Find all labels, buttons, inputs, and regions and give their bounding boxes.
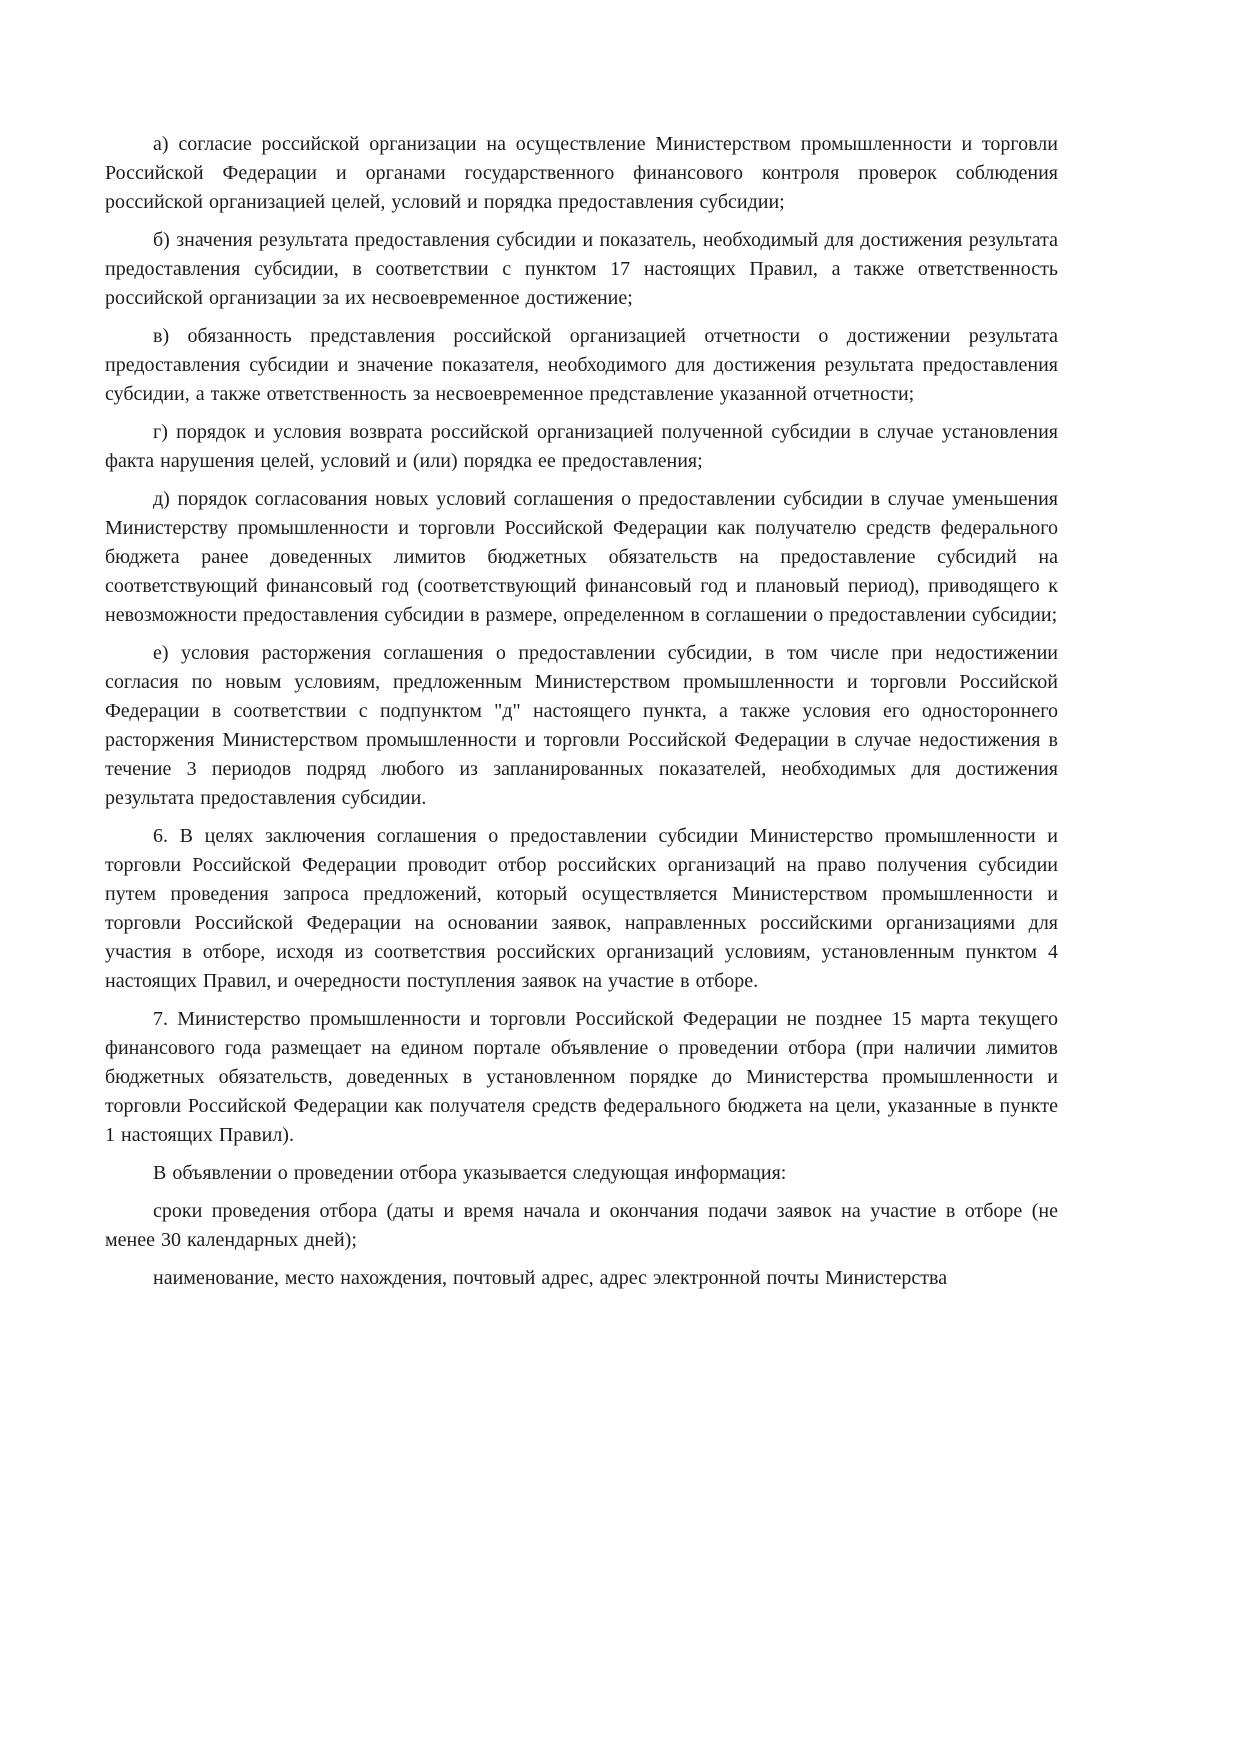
paragraph-subclause-g: г) порядок и условия возврата российской организацией полученной субсидии в случае установления факта нарушения целей, условий и (или) порядка ее предоставления;	[105, 421, 1058, 472]
paragraph-clause-7: 7. Министерство промышленности и торговли Российской Федерации не позднее 15 марта текущего финансового года размещает на едином портале объявление о проведении отбора (при наличии лимитов бюджетных обязательств, доведенных в установленном порядке до Министерства промышленности и торговли Российской Федерации как получателя средств федерального бюджета на цели, указанные в пункте 1 настоящих Правил).	[105, 1008, 1058, 1146]
paragraph-subclause-e: е) условия расторжения соглашения о предоставлении субсидии, в том числе при недостижении согласия по новым условиям, предложенным Министерством промышленности и торговли Российской Федерации в соответствии с подпунктом "д" настоящего пункта, а также условия его одностороннего расторжения Министерством промышленности и торговли Российской Федерации в случае недостижения в течение 3 периодов подряд любого из запланированных показателей, необходимых для достижения результата предоставления субсидии.	[105, 642, 1058, 809]
paragraph-subclause-a: а) согласие российской организации на осуществление Министерством промышленности и торговли Российской Федерации и органами государственного финансового контроля проверок соблюдения российской организацией целей, условий и порядка предоставления субсидии;	[105, 133, 1058, 213]
paragraph-subclause-d: д) порядок согласования новых условий соглашения о предоставлении субсидии в случае уменьшения Министерству промышленности и торговли Российской Федерации как получателю средств федерального бюджета ранее доведенных лимитов бюджетных обязательств на предоставление субсидий на соответствующий финансовый год (соответствующий финансовый год и плановый период), приводящего к невозможности предоставления субсидии в размере, определенном в соглашении о предоставлении субсидии;	[105, 488, 1058, 626]
paragraph-ministry-details: наименование, место нахождения, почтовый адрес, адрес электронной почты Министерства	[153, 1267, 948, 1289]
paragraph-subclause-b: б) значения результата предоставления субсидии и показатель, необходимый для достижения результата предоставления субсидии, в соответствии с пунктом 17 настоящих Правил, а также ответственность российской организации за их несвоевременное достижение;	[105, 229, 1058, 309]
paragraph-clause-6: 6. В целях заключения соглашения о предоставлении субсидии Министерство промышленности и торговли Российской Федерации проводит отбор российских организаций на право получения субсидии путем проведения запроса предложений, который осуществляется Министерством промышленности и торговли Российской Федерации на основании заявок, направленных российскими организациями для участия в отборе, исходя из соответствия российских организаций условиям, установленным пунктом 4 настоящих Правил, и очередности поступления заявок на участие в отборе.	[105, 825, 1058, 992]
paragraph-selection-terms: сроки проведения отбора (даты и время начала и окончания подачи заявок на участие в отборе (не менее 30 календарных дней);	[105, 1200, 1058, 1251]
paragraph-announcement-intro: В объявлении о проведении отбора указывается следующая информация:	[153, 1162, 787, 1184]
paragraph-subclause-v: в) обязанность представления российской организацией отчетности о достижении результата предоставления субсидии и значение показателя, необходимого для достижения результата предоставления субсидии, а также ответственность за несвоевременное представление указанной отчетности;	[105, 325, 1058, 405]
